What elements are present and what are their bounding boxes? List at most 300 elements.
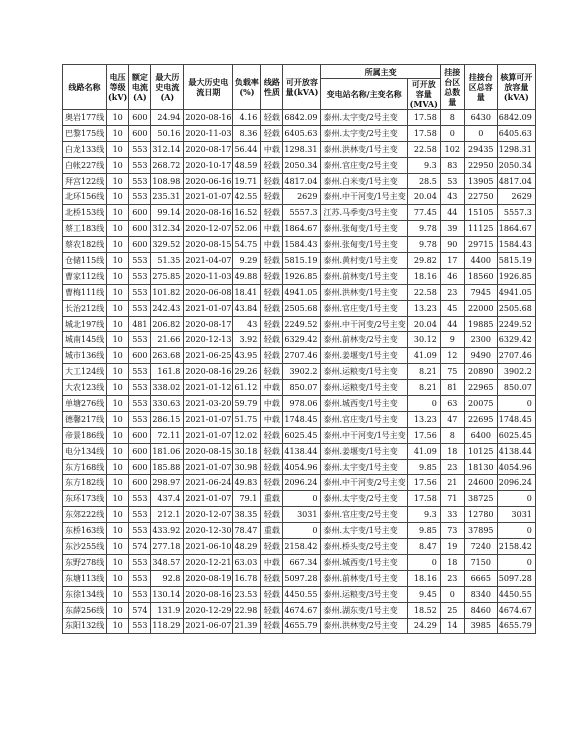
cell-sub-open-capacity: 18.16 (407, 268, 440, 284)
cell-line-type: 轻载 (261, 205, 283, 221)
cell-max-current: 263.68 (151, 348, 184, 364)
cell-date: 2021-01-07 (184, 427, 233, 443)
cell-date: 2020-12-29 (184, 602, 233, 618)
cell-area-capacity: 7945 (464, 284, 497, 300)
cell-max-current: 99.14 (151, 205, 184, 221)
cell-max-current: 181.06 (151, 443, 184, 459)
table-row (63, 268, 536, 284)
cell-area-count: 47 (440, 411, 464, 427)
cell-rated-current: 600 (129, 205, 151, 221)
cell-open-capacity: 2158.42 (283, 539, 321, 555)
cell-checked-capacity: 6025.45 (497, 427, 535, 443)
cell-sub-open-capacity: 24.29 (407, 618, 440, 634)
cell-area-capacity: 6400 (464, 427, 497, 443)
cell-line-name: 单塘276线 (63, 396, 107, 412)
cell-line-type: 中载 (261, 221, 283, 237)
cell-line-name: 蔡农182线 (63, 237, 107, 253)
cell-line-name: 奥岩177线 (63, 110, 107, 126)
cell-substation: 泰州.张甸变/1号主变 (321, 237, 407, 253)
cell-checked-capacity: 3902.2 (497, 364, 535, 380)
cell-line-type: 轻载 (261, 284, 283, 300)
cell-open-capacity: 2096.24 (283, 475, 321, 491)
cell-rated-current: 553 (129, 173, 151, 189)
header-load-rate: 负载率(%) (233, 65, 261, 110)
cell-line-name: 城南145线 (63, 332, 107, 348)
cell-load-rate: 4.16 (233, 110, 261, 126)
cell-voltage: 10 (107, 364, 129, 380)
cell-sub-open-capacity: 17.56 (407, 475, 440, 491)
cell-rated-current: 600 (129, 475, 151, 491)
cell-max-current: 72.11 (151, 427, 184, 443)
cell-area-count: 18 (440, 443, 464, 459)
cell-area-count: 63 (440, 396, 464, 412)
cell-line-name: 曹梅111线 (63, 284, 107, 300)
cell-rated-current: 600 (129, 237, 151, 253)
cell-area-count: 8 (440, 427, 464, 443)
cell-open-capacity: 1864.67 (283, 221, 321, 237)
cell-max-current: 101.82 (151, 284, 184, 300)
cell-substation: 江苏.马季变/3号主变 (321, 205, 407, 221)
cell-rated-current: 553 (129, 141, 151, 157)
cell-area-count: 17 (440, 253, 464, 269)
cell-sub-open-capacity: 17.58 (407, 110, 440, 126)
cell-rated-current: 553 (129, 396, 151, 412)
cell-line-type: 中载 (261, 380, 283, 396)
cell-area-capacity: 22950 (464, 157, 497, 173)
cell-checked-capacity: 1864.67 (497, 221, 535, 237)
cell-substation: 泰州.太宇变/1号主变 (321, 459, 407, 475)
cell-load-rate: 29.26 (233, 364, 261, 380)
cell-voltage: 10 (107, 157, 129, 173)
cell-rated-current: 600 (129, 110, 151, 126)
cell-area-count: 102 (440, 141, 464, 157)
cell-sub-open-capacity: 9.3 (407, 507, 440, 523)
cell-load-rate: 30.18 (233, 443, 261, 459)
cell-sub-open-capacity: 18.16 (407, 570, 440, 586)
cell-load-rate: 79.1 (233, 491, 261, 507)
cell-checked-capacity: 4655.79 (497, 618, 535, 634)
cell-substation: 泰州.前林变/2号主变 (321, 332, 407, 348)
cell-load-rate: 42.55 (233, 189, 261, 205)
cell-line-name: 东方168线 (63, 459, 107, 475)
cell-line-name: 东徐134线 (63, 586, 107, 602)
cell-area-capacity: 6430 (464, 110, 497, 126)
cell-max-current: 433.92 (151, 523, 184, 539)
cell-load-rate: 49.88 (233, 268, 261, 284)
table-row (63, 380, 536, 396)
cell-line-type: 轻载 (261, 443, 283, 459)
cell-line-type: 轻载 (261, 427, 283, 443)
cell-line-name: 大农123线 (63, 380, 107, 396)
header-area-capacity: 挂接台区总容量 (464, 65, 497, 110)
cell-load-rate: 38.35 (233, 507, 261, 523)
cell-substation: 泰州.前林变/1号主变 (321, 570, 407, 586)
cell-checked-capacity: 0 (497, 491, 535, 507)
cell-open-capacity: 850.07 (283, 380, 321, 396)
table-row (63, 364, 536, 380)
table-row (63, 411, 536, 427)
table-row (63, 157, 536, 173)
cell-area-capacity: 18130 (464, 459, 497, 475)
cell-sub-open-capacity: 22.58 (407, 284, 440, 300)
cell-substation: 泰州.中干河变/2号主变 (321, 475, 407, 491)
cell-area-count: 44 (440, 316, 464, 332)
cell-checked-capacity: 6329.42 (497, 332, 535, 348)
cell-max-current: 338.02 (151, 380, 184, 396)
cell-area-capacity: 18560 (464, 268, 497, 284)
cell-date: 2020-10-17 (184, 157, 233, 173)
cell-line-type: 轻载 (261, 459, 283, 475)
cell-open-capacity: 2505.68 (283, 300, 321, 316)
header-rated-current: 额定电流(A) (129, 65, 151, 110)
cell-area-capacity: 20075 (464, 396, 497, 412)
cell-load-rate: 43 (233, 316, 261, 332)
table-row (63, 396, 536, 412)
cell-substation: 泰州.姜堰变/1号主变 (321, 443, 407, 459)
cell-line-name: 东方182线 (63, 475, 107, 491)
cell-checked-capacity: 0 (497, 523, 535, 539)
cell-voltage: 10 (107, 570, 129, 586)
cell-load-rate: 18.41 (233, 284, 261, 300)
cell-load-rate: 48.59 (233, 157, 261, 173)
cell-sub-open-capacity: 41.09 (407, 348, 440, 364)
cell-load-rate: 12.02 (233, 427, 261, 443)
cell-voltage: 10 (107, 491, 129, 507)
cell-open-capacity: 4817.04 (283, 173, 321, 189)
cell-open-capacity: 4674.67 (283, 602, 321, 618)
cell-max-current: 329.52 (151, 237, 184, 253)
cell-open-capacity: 2707.46 (283, 348, 321, 364)
cell-rated-current: 600 (129, 459, 151, 475)
cell-checked-capacity: 2707.46 (497, 348, 535, 364)
cell-open-capacity: 4138.44 (283, 443, 321, 459)
cell-area-capacity: 24600 (464, 475, 497, 491)
cell-load-rate: 22.98 (233, 602, 261, 618)
cell-date: 2020-08-16 (184, 586, 233, 602)
cell-area-count: 21 (440, 475, 464, 491)
cell-area-capacity: 6665 (464, 570, 497, 586)
cell-line-name: 东野278线 (63, 554, 107, 570)
cell-line-type: 轻载 (261, 364, 283, 380)
cell-area-capacity: 20890 (464, 364, 497, 380)
cell-max-current: 24.94 (151, 110, 184, 126)
cell-area-capacity: 2300 (464, 332, 497, 348)
cell-line-name: 仓储115线 (63, 253, 107, 269)
cell-open-capacity: 0 (283, 523, 321, 539)
cell-rated-current: 553 (129, 300, 151, 316)
cell-date: 2020-08-16 (184, 110, 233, 126)
cell-open-capacity: 1584.43 (283, 237, 321, 253)
cell-open-capacity: 2249.52 (283, 316, 321, 332)
header-sub-open-capacity: 可开放容量(MVA) (407, 79, 440, 110)
cell-voltage: 10 (107, 427, 129, 443)
cell-date: 2020-08-17 (184, 141, 233, 157)
cell-line-name: 帝景186线 (63, 427, 107, 443)
cell-area-capacity: 22695 (464, 411, 497, 427)
cell-line-type: 中载 (261, 237, 283, 253)
cell-load-rate: 30.98 (233, 459, 261, 475)
cell-checked-capacity: 5557.3 (497, 205, 535, 221)
cell-date: 2020-06-08 (184, 284, 233, 300)
cell-line-type: 轻载 (261, 348, 283, 364)
cell-load-rate: 16.52 (233, 205, 261, 221)
cell-substation: 泰州.白米变/1号主变 (321, 173, 407, 189)
cell-line-type: 中载 (261, 141, 283, 157)
cell-sub-open-capacity: 20.04 (407, 316, 440, 332)
cell-checked-capacity: 4450.55 (497, 586, 535, 602)
cell-area-capacity: 15105 (464, 205, 497, 221)
cell-open-capacity: 4655.79 (283, 618, 321, 634)
cell-rated-current: 553 (129, 284, 151, 300)
table-row (63, 189, 536, 205)
cell-date: 2020-08-15 (184, 237, 233, 253)
cell-substation: 泰州.运粮变/1号主变 (321, 364, 407, 380)
cell-area-count: 18 (440, 554, 464, 570)
cell-area-capacity: 29715 (464, 237, 497, 253)
cell-open-capacity: 4054.96 (283, 459, 321, 475)
cell-voltage: 10 (107, 396, 129, 412)
cell-sub-open-capacity: 8.47 (407, 539, 440, 555)
table-row (63, 110, 536, 126)
cell-substation: 泰州.城西变/1号主变 (321, 554, 407, 570)
cell-line-name: 长治212线 (63, 300, 107, 316)
table-row (63, 253, 536, 269)
cell-open-capacity: 4941.05 (283, 284, 321, 300)
cell-substation: 泰州.湖东变/1号主变 (321, 602, 407, 618)
table-row (63, 427, 536, 443)
cell-line-name: 白帐227线 (63, 157, 107, 173)
cell-max-current: 50.16 (151, 125, 184, 141)
cell-rated-current: 600 (129, 427, 151, 443)
table-row (63, 316, 536, 332)
cell-area-count: 73 (440, 523, 464, 539)
cell-line-name: 拜宫122线 (63, 173, 107, 189)
cell-area-count: 25 (440, 602, 464, 618)
cell-rated-current: 553 (129, 586, 151, 602)
cell-date: 2021-01-07 (184, 459, 233, 475)
cell-area-capacity: 38725 (464, 491, 497, 507)
cell-open-capacity: 5815.19 (283, 253, 321, 269)
cell-area-count: 0 (440, 125, 464, 141)
cell-line-name: 大工124线 (63, 364, 107, 380)
cell-area-count: 43 (440, 189, 464, 205)
cell-substation: 泰州.洪林变/1号主变 (321, 141, 407, 157)
cell-max-current: 298.97 (151, 475, 184, 491)
cell-sub-open-capacity: 9.85 (407, 459, 440, 475)
cell-area-count: 9 (440, 332, 464, 348)
cell-sub-open-capacity: 22.58 (407, 141, 440, 157)
cell-line-type: 轻载 (261, 157, 283, 173)
cell-date: 2020-08-16 (184, 364, 233, 380)
cell-line-type: 轻载 (261, 316, 283, 332)
header-substation: 变电站名称/主变名称 (321, 79, 407, 110)
cell-voltage: 10 (107, 507, 129, 523)
cell-max-current: 131.9 (151, 602, 184, 618)
cell-date: 2021-06-24 (184, 475, 233, 491)
cell-line-type: 轻载 (261, 332, 283, 348)
cell-date: 2020-12-21 (184, 554, 233, 570)
cell-substation: 泰州.前林变/1号主变 (321, 268, 407, 284)
cell-rated-current: 553 (129, 380, 151, 396)
cell-rated-current: 481 (129, 316, 151, 332)
cell-date: 2021-06-07 (184, 618, 233, 634)
cell-checked-capacity: 2629 (497, 189, 535, 205)
cell-substation: 泰州.桥头变/2号主变 (321, 539, 407, 555)
cell-sub-open-capacity: 8.21 (407, 380, 440, 396)
cell-line-type: 轻载 (261, 189, 283, 205)
cell-load-rate: 59.79 (233, 396, 261, 412)
header-line-type: 线路性质 (261, 65, 283, 110)
cell-rated-current: 553 (129, 253, 151, 269)
cell-line-name: 北环156线 (63, 189, 107, 205)
cell-area-count: 23 (440, 570, 464, 586)
cell-area-count: 8 (440, 110, 464, 126)
cell-checked-capacity: 0 (497, 554, 535, 570)
cell-substation: 泰州.黄村变/1号主变 (321, 253, 407, 269)
cell-line-name: 东沙255线 (63, 539, 107, 555)
cell-sub-open-capacity: 30.12 (407, 332, 440, 348)
table-row (63, 141, 536, 157)
cell-load-rate: 54.75 (233, 237, 261, 253)
cell-rated-current: 553 (129, 332, 151, 348)
cell-line-type: 轻载 (261, 586, 283, 602)
cell-open-capacity: 5557.3 (283, 205, 321, 221)
cell-area-count: 23 (440, 284, 464, 300)
cell-area-capacity: 3985 (464, 618, 497, 634)
cell-date: 2020-12-07 (184, 507, 233, 523)
cell-line-name: 东薛256线 (63, 602, 107, 618)
cell-rated-current: 553 (129, 491, 151, 507)
cell-checked-capacity: 2050.34 (497, 157, 535, 173)
cell-sub-open-capacity: 28.5 (407, 173, 440, 189)
cell-voltage: 10 (107, 300, 129, 316)
cell-line-type: 轻载 (261, 300, 283, 316)
cell-area-capacity: 10125 (464, 443, 497, 459)
table-row (63, 284, 536, 300)
cell-line-name: 曹家112线 (63, 268, 107, 284)
cell-checked-capacity: 1584.43 (497, 237, 535, 253)
cell-date: 2021-01-07 (184, 491, 233, 507)
cell-area-capacity: 7240 (464, 539, 497, 555)
cell-substation: 泰州.官庄变/2号主变 (321, 507, 407, 523)
cell-area-count: 71 (440, 491, 464, 507)
header-area-count: 挂接台区总数量 (440, 65, 464, 110)
cell-area-capacity: 4400 (464, 253, 497, 269)
table-row (63, 507, 536, 523)
cell-line-type: 轻载 (261, 507, 283, 523)
cell-open-capacity: 978.06 (283, 396, 321, 412)
cell-checked-capacity: 1748.45 (497, 411, 535, 427)
cell-rated-current: 600 (129, 125, 151, 141)
cell-rated-current: 553 (129, 554, 151, 570)
cell-line-name: 东郊222线 (63, 507, 107, 523)
cell-open-capacity: 3902.2 (283, 364, 321, 380)
cell-date: 2021-01-12 (184, 380, 233, 396)
cell-date: 2020-08-17 (184, 316, 233, 332)
cell-area-count: 23 (440, 459, 464, 475)
cell-line-name: 白龙133线 (63, 141, 107, 157)
cell-date: 2020-11-03 (184, 125, 233, 141)
cell-rated-current: 600 (129, 348, 151, 364)
cell-date: 2021-03-20 (184, 396, 233, 412)
cell-checked-capacity: 6405.63 (497, 125, 535, 141)
cell-area-capacity: 22750 (464, 189, 497, 205)
cell-rated-current: 553 (129, 507, 151, 523)
cell-sub-open-capacity: 0 (407, 554, 440, 570)
cell-max-current: 206.82 (151, 316, 184, 332)
cell-line-name: 城北197线 (63, 316, 107, 332)
cell-max-current: 275.85 (151, 268, 184, 284)
cell-substation: 泰州.张甸变/1号主变 (321, 221, 407, 237)
cell-load-rate: 9.29 (233, 253, 261, 269)
cell-rated-current: 574 (129, 602, 151, 618)
cell-checked-capacity: 4138.44 (497, 443, 535, 459)
cell-open-capacity: 5097.28 (283, 570, 321, 586)
cell-voltage: 10 (107, 602, 129, 618)
cell-sub-open-capacity: 17.56 (407, 427, 440, 443)
cell-max-current: 312.14 (151, 141, 184, 157)
table-row (63, 586, 536, 602)
cell-checked-capacity: 3031 (497, 507, 535, 523)
cell-line-name: 东桥163线 (63, 523, 107, 539)
cell-load-rate: 43.95 (233, 348, 261, 364)
cell-voltage: 10 (107, 141, 129, 157)
cell-area-count: 19 (440, 539, 464, 555)
cell-max-current: 286.15 (151, 411, 184, 427)
cell-area-capacity: 11125 (464, 221, 497, 237)
cell-date: 2021-01-07 (184, 411, 233, 427)
table-row (63, 443, 536, 459)
cell-voltage: 10 (107, 539, 129, 555)
header-open-capacity: 可开放容量(kVA) (283, 65, 321, 110)
cell-load-rate: 43.84 (233, 300, 261, 316)
cell-max-current: 242.43 (151, 300, 184, 316)
cell-substation: 泰州.城西变/1号主变 (321, 396, 407, 412)
cell-rated-current: 553 (129, 157, 151, 173)
cell-line-type: 中载 (261, 411, 283, 427)
cell-line-type: 轻载 (261, 110, 283, 126)
table-row (63, 332, 536, 348)
cell-line-name: 电分134线 (63, 443, 107, 459)
cell-date: 2020-11-03 (184, 268, 233, 284)
cell-max-current: 118.29 (151, 618, 184, 634)
cell-load-rate: 52.06 (233, 221, 261, 237)
cell-line-type: 轻载 (261, 475, 283, 491)
cell-line-name: 东阳132线 (63, 618, 107, 634)
cell-substation: 泰州.姜堰变/1号主变 (321, 348, 407, 364)
cell-date: 2020-12-07 (184, 221, 233, 237)
cell-substation: 泰州.官庄变/2号主变 (321, 157, 407, 173)
cell-checked-capacity: 2096.24 (497, 475, 535, 491)
cell-open-capacity: 2050.34 (283, 157, 321, 173)
cell-max-current: 161.8 (151, 364, 184, 380)
table-row (63, 475, 536, 491)
cell-voltage: 10 (107, 268, 129, 284)
cell-rated-current: 553 (129, 189, 151, 205)
cell-voltage: 10 (107, 110, 129, 126)
header-parent-transformer: 所属主变 (321, 65, 440, 79)
cell-area-capacity: 9490 (464, 348, 497, 364)
cell-load-rate: 3.92 (233, 332, 261, 348)
cell-rated-current: 574 (129, 539, 151, 555)
cell-max-current: 92.8 (151, 570, 184, 586)
cell-open-capacity: 6025.45 (283, 427, 321, 443)
cell-line-type: 轻载 (261, 539, 283, 555)
cell-voltage: 10 (107, 459, 129, 475)
cell-checked-capacity: 4941.05 (497, 284, 535, 300)
cell-checked-capacity: 850.07 (497, 380, 535, 396)
cell-line-name: 蔡工183线 (63, 221, 107, 237)
